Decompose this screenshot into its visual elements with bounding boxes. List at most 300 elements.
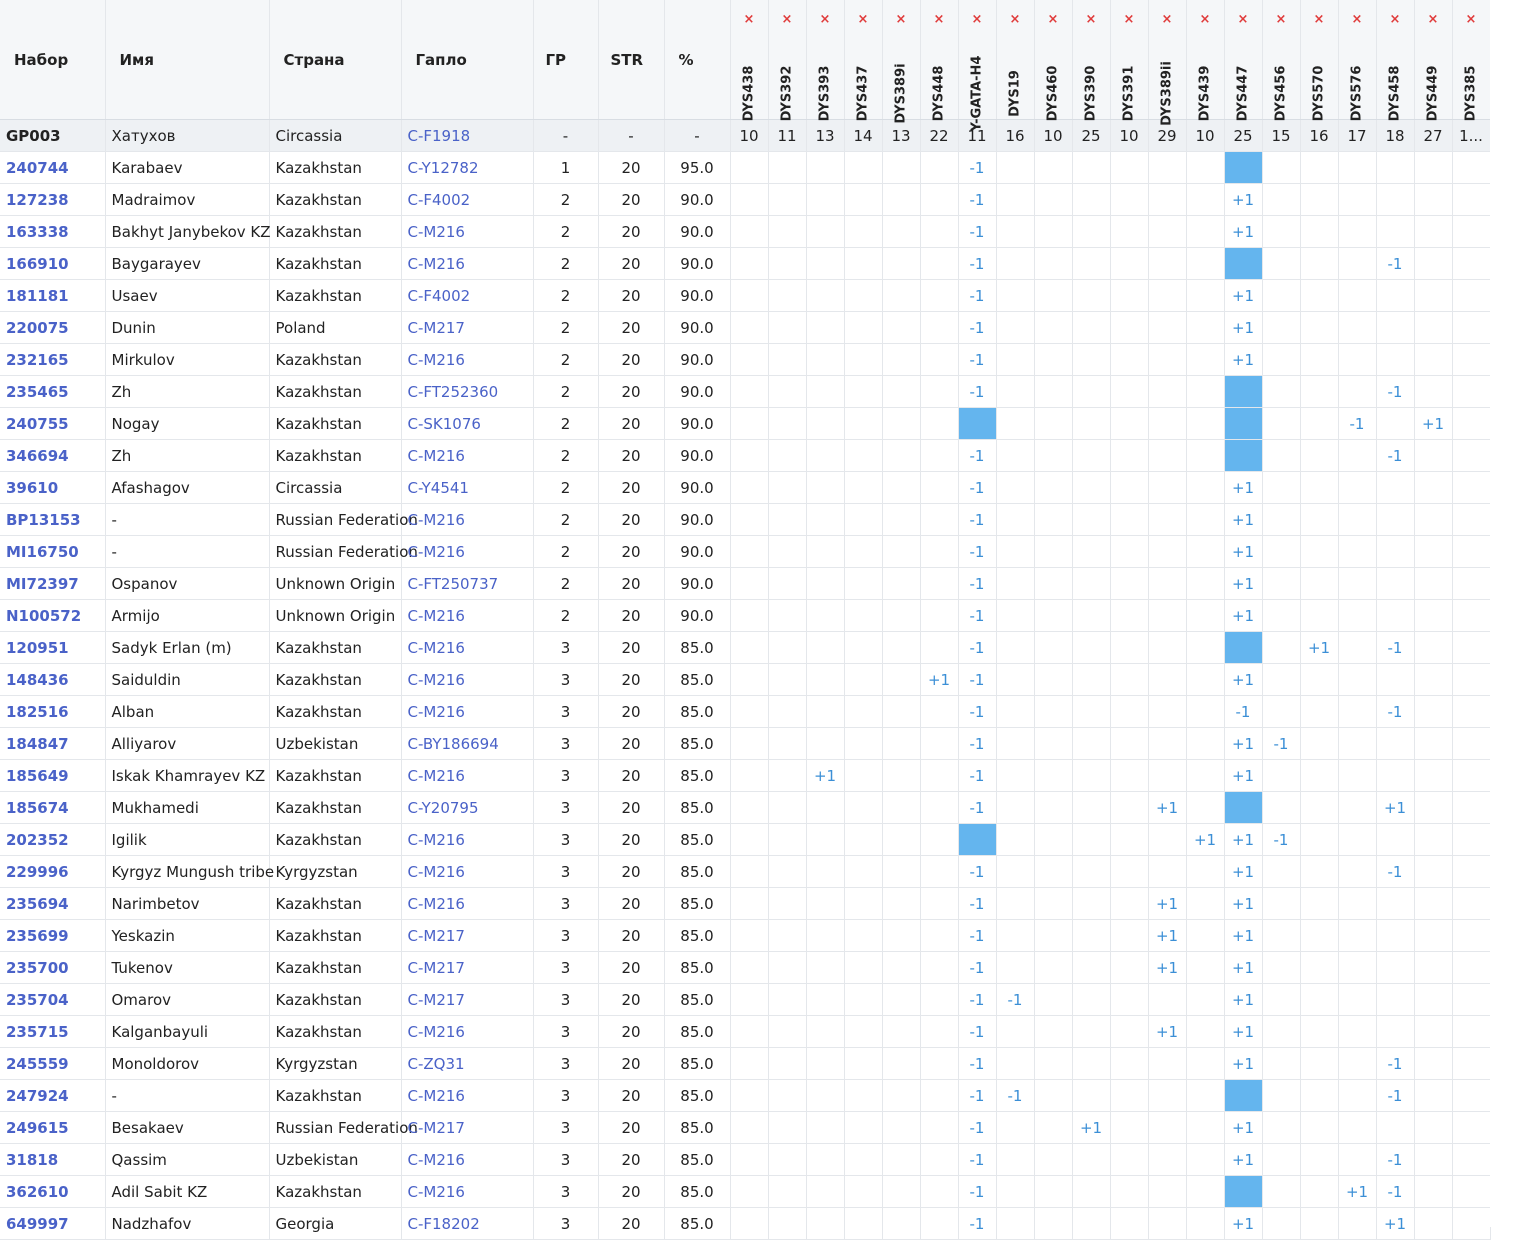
- marker-empty-cell: [1034, 536, 1072, 568]
- marker-empty-cell: [1376, 1016, 1414, 1048]
- marker-diff-cell: -1: [958, 632, 996, 664]
- percent-cell: 90.0: [664, 312, 730, 344]
- marker-empty-cell: [1262, 536, 1300, 568]
- marker-empty-cell: [844, 792, 882, 824]
- haplo-link[interactable]: C-M217: [407, 318, 465, 337]
- marker-empty-cell: [1034, 1016, 1072, 1048]
- kit-link[interactable]: 249615: [6, 1118, 69, 1137]
- marker-empty-cell: [730, 248, 768, 280]
- haplo-link[interactable]: C-FT250737: [407, 574, 499, 593]
- marker-diff-cell: -1: [1376, 1144, 1414, 1176]
- name-cell: -: [105, 1080, 269, 1112]
- table-row[interactable]: [0, 344, 1490, 376]
- gd-cell: 2: [533, 504, 598, 536]
- marker-empty-cell: [1338, 472, 1376, 504]
- marker-empty-cell: [920, 312, 958, 344]
- haplo-link[interactable]: C-M217: [407, 958, 465, 977]
- haplo-cell: [401, 568, 533, 600]
- marker-empty-cell: [1300, 920, 1338, 952]
- remove-marker-icon[interactable]: ×: [1389, 12, 1401, 27]
- kit-link[interactable]: 166910: [6, 254, 69, 273]
- table-row[interactable]: [0, 408, 1490, 440]
- remove-marker-icon[interactable]: ×: [1313, 12, 1325, 27]
- marker-empty-cell: [1338, 216, 1376, 248]
- marker-empty-cell: [1376, 408, 1414, 440]
- reference-marker-value: 10: [1186, 120, 1224, 152]
- remove-marker-icon[interactable]: ×: [1237, 12, 1249, 27]
- marker-empty-cell: [920, 632, 958, 664]
- str-cell: 20: [598, 664, 664, 696]
- haplo-link[interactable]: C-M216: [407, 670, 465, 689]
- name-cell: Nadzhafov: [105, 1208, 269, 1240]
- kit-link[interactable]: 39610: [6, 478, 59, 497]
- marker-empty-cell: [730, 376, 768, 408]
- column-header-name[interactable]: Имя: [105, 0, 269, 120]
- kit-link[interactable]: 240755: [6, 414, 69, 433]
- kit-link[interactable]: 346694: [6, 446, 69, 465]
- table-row[interactable]: [0, 1176, 1490, 1208]
- marker-empty-cell: [1186, 952, 1224, 984]
- table-row[interactable]: [0, 888, 1490, 920]
- marker-empty-cell: [1338, 248, 1376, 280]
- haplo-link[interactable]: C-M216: [407, 638, 465, 657]
- str-cell: 20: [598, 632, 664, 664]
- haplo-link[interactable]: C-M216: [407, 1150, 465, 1169]
- kit-link[interactable]: 220075: [6, 318, 69, 337]
- marker-empty-cell: [882, 344, 920, 376]
- haplo-link[interactable]: C-M216: [407, 702, 465, 721]
- kit-link[interactable]: 148436: [6, 670, 69, 689]
- str-cell: 20: [598, 504, 664, 536]
- kit-link[interactable]: 181181: [6, 286, 69, 305]
- haplo-cell: [401, 984, 533, 1016]
- haplo-link[interactable]: C-M216: [407, 1182, 465, 1201]
- marker-empty-cell: [1452, 1080, 1490, 1112]
- marker-empty-cell: [882, 408, 920, 440]
- marker-empty-cell: [1034, 888, 1072, 920]
- marker-empty-cell: [806, 728, 844, 760]
- haplo-cell: [401, 632, 533, 664]
- remove-marker-icon[interactable]: ×: [971, 12, 983, 27]
- haplo-link[interactable]: C-M216: [407, 446, 465, 465]
- marker-empty-cell: [1186, 1144, 1224, 1176]
- haplo-link[interactable]: C-Y12782: [407, 158, 479, 177]
- haplo-link[interactable]: C-M217: [407, 1118, 465, 1137]
- remove-marker-icon[interactable]: ×: [1161, 12, 1173, 27]
- marker-label: DYS438: [741, 65, 757, 122]
- marker-empty-cell: [730, 952, 768, 984]
- marker-empty-cell: [1148, 696, 1186, 728]
- kit-cell: [0, 952, 105, 984]
- column-header-kit[interactable]: Набор: [0, 0, 105, 120]
- country-cell: Uzbekistan: [269, 728, 401, 760]
- kit-link[interactable]: 245559: [6, 1054, 69, 1073]
- haplo-link[interactable]: C-Y4541: [407, 478, 469, 497]
- kit-link[interactable]: MI16750: [6, 542, 79, 561]
- table-row[interactable]: [0, 1144, 1490, 1176]
- haplo-link[interactable]: C-M216: [407, 510, 465, 529]
- haplo-link[interactable]: C-M217: [407, 926, 465, 945]
- marker-empty-cell: [1072, 248, 1110, 280]
- haplo-link[interactable]: C-M216: [407, 1086, 465, 1105]
- remove-marker-icon[interactable]: ×: [1123, 12, 1135, 27]
- remove-marker-icon[interactable]: ×: [819, 12, 831, 27]
- kit-link[interactable]: 247924: [6, 1086, 69, 1105]
- marker-empty-cell: [1034, 632, 1072, 664]
- kit-link[interactable]: 31818: [6, 1150, 59, 1169]
- table-row[interactable]: [0, 440, 1490, 472]
- marker-empty-cell: [768, 472, 806, 504]
- percent-cell: 85.0: [664, 824, 730, 856]
- table-row[interactable]: [0, 792, 1490, 824]
- table-row[interactable]: [0, 376, 1490, 408]
- table-row[interactable]: [0, 760, 1490, 792]
- table-row[interactable]: [0, 472, 1490, 504]
- haplo-link[interactable]: C-M216: [407, 254, 465, 273]
- table-row[interactable]: [0, 504, 1490, 536]
- haplo-link[interactable]: C-F18202: [407, 1214, 480, 1233]
- marker-empty-cell: [1186, 568, 1224, 600]
- country-cell: Kazakhstan: [269, 408, 401, 440]
- column-header-marker: [1452, 0, 1490, 120]
- marker-empty-cell: [996, 1144, 1034, 1176]
- marker-empty-cell: [1072, 1176, 1110, 1208]
- marker-diff-cell: -1: [958, 280, 996, 312]
- table-row[interactable]: [0, 184, 1490, 216]
- percent-cell: 90.0: [664, 600, 730, 632]
- table-row[interactable]: [0, 248, 1490, 280]
- marker-diff-cell: -1: [958, 792, 996, 824]
- haplo-link[interactable]: C-BY186694: [407, 734, 499, 753]
- kit-link[interactable]: 202352: [6, 830, 69, 849]
- kit-link[interactable]: N100572: [6, 606, 82, 625]
- marker-empty-cell: [1034, 600, 1072, 632]
- kit-link[interactable]: 229996: [6, 862, 69, 881]
- name-cell: Zh: [105, 440, 269, 472]
- kit-link[interactable]: 235465: [6, 382, 69, 401]
- marker-empty-cell: [844, 184, 882, 216]
- column-header-gd[interactable]: ГР: [533, 0, 598, 120]
- table-row[interactable]: [0, 216, 1490, 248]
- marker-empty-cell: [1452, 1176, 1490, 1208]
- kit-link[interactable]: 163338: [6, 222, 69, 241]
- marker-empty-cell: [1338, 376, 1376, 408]
- remove-marker-icon[interactable]: ×: [1085, 12, 1097, 27]
- marker-empty-cell: [768, 408, 806, 440]
- kit-link[interactable]: 235704: [6, 990, 69, 1009]
- remove-marker-icon[interactable]: ×: [933, 12, 945, 27]
- table-row[interactable]: [0, 1016, 1490, 1048]
- marker-empty-cell: [1300, 1048, 1338, 1080]
- table-row[interactable]: [0, 1112, 1490, 1144]
- marker-empty-cell: [1072, 984, 1110, 1016]
- marker-empty-cell: [920, 1080, 958, 1112]
- marker-empty-cell: [996, 600, 1034, 632]
- str-cell: 20: [598, 760, 664, 792]
- marker-empty-cell: [1072, 824, 1110, 856]
- marker-empty-cell: [844, 760, 882, 792]
- str-cell: 20: [598, 984, 664, 1016]
- marker-empty-cell: [1414, 1176, 1452, 1208]
- kit-link[interactable]: BP13153: [6, 510, 81, 529]
- marker-empty-cell: [996, 696, 1034, 728]
- remove-marker-icon[interactable]: ×: [1351, 12, 1363, 27]
- marker-empty-cell: [1110, 696, 1148, 728]
- marker-empty-cell: [882, 920, 920, 952]
- table-row[interactable]: [0, 664, 1490, 696]
- column-header-str[interactable]: STR: [598, 0, 664, 120]
- column-header-percent[interactable]: %: [664, 0, 730, 120]
- marker-diff-cell: -1: [958, 728, 996, 760]
- marker-empty-cell: [1110, 376, 1148, 408]
- marker-empty-cell: [996, 760, 1034, 792]
- column-header-country[interactable]: Страна: [269, 0, 401, 120]
- remove-marker-icon[interactable]: ×: [1009, 12, 1021, 27]
- kit-link[interactable]: 362610: [6, 1182, 69, 1201]
- marker-empty-cell: [882, 216, 920, 248]
- table-row[interactable]: [0, 1208, 1490, 1240]
- haplo-link[interactable]: C-M216: [407, 542, 465, 561]
- marker-empty-cell: [806, 216, 844, 248]
- marker-empty-cell: [1034, 152, 1072, 184]
- marker-empty-cell: [844, 408, 882, 440]
- country-cell: Kyrgyzstan: [269, 856, 401, 888]
- table-row[interactable]: [0, 824, 1490, 856]
- kit-link[interactable]: 235700: [6, 958, 69, 977]
- marker-empty-cell: [1034, 1176, 1072, 1208]
- remove-marker-icon[interactable]: ×: [743, 12, 755, 27]
- table-row[interactable]: [0, 920, 1490, 952]
- column-header-marker: [844, 0, 882, 120]
- reference-marker-value: 1...: [1452, 120, 1490, 152]
- marker-empty-cell: [1034, 184, 1072, 216]
- table-header-row: [0, 0, 1490, 120]
- haplo-link[interactable]: C-SK1076: [407, 414, 481, 433]
- table-row[interactable]: [0, 696, 1490, 728]
- kit-link[interactable]: 182516: [6, 702, 69, 721]
- kit-link[interactable]: 185649: [6, 766, 69, 785]
- marker-empty-cell: [920, 1112, 958, 1144]
- haplo-cell: [401, 1016, 533, 1048]
- haplo-link[interactable]: C-M216: [407, 606, 465, 625]
- reference-marker-value: 17: [1338, 120, 1376, 152]
- marker-label: DYS576: [1349, 65, 1365, 122]
- marker-empty-cell: [1262, 504, 1300, 536]
- marker-empty-cell: [1072, 856, 1110, 888]
- str-cell: 20: [598, 888, 664, 920]
- marker-empty-cell: [1110, 504, 1148, 536]
- haplo-link[interactable]: C-M216: [407, 894, 465, 913]
- gd-cell: 3: [533, 1176, 598, 1208]
- haplo-link[interactable]: C-M217: [407, 990, 465, 1009]
- marker-diff-cell: +1: [1376, 1208, 1414, 1240]
- country-cell: Circassia: [269, 472, 401, 504]
- haplo-link[interactable]: C-M216: [407, 830, 465, 849]
- remove-marker-icon[interactable]: ×: [781, 12, 793, 27]
- kit-link[interactable]: MI72397: [6, 574, 79, 593]
- marker-empty-cell: [920, 408, 958, 440]
- country-cell: Kazakhstan: [269, 376, 401, 408]
- marker-empty-cell: [1034, 696, 1072, 728]
- kit-link[interactable]: 649997: [6, 1214, 69, 1233]
- marker-empty-cell: [1148, 472, 1186, 504]
- table-row[interactable]: [0, 1080, 1490, 1112]
- marker-empty-cell: [1110, 152, 1148, 184]
- kit-link[interactable]: 127238: [6, 190, 69, 209]
- haplo-link[interactable]: C-M216: [407, 350, 465, 369]
- table-row[interactable]: [0, 1048, 1490, 1080]
- marker-diff-cell: +1: [1186, 824, 1224, 856]
- kit-cell: [0, 472, 105, 504]
- gd-cell: 3: [533, 952, 598, 984]
- marker-empty-cell: [806, 184, 844, 216]
- kit-cell: [0, 728, 105, 760]
- marker-empty-cell: [730, 1080, 768, 1112]
- haplo-link[interactable]: C-M216: [407, 222, 465, 241]
- name-cell: -: [105, 536, 269, 568]
- marker-empty-cell: [1110, 280, 1148, 312]
- column-header-haplo[interactable]: Гапло: [401, 0, 533, 120]
- marker-multistep-cell: [958, 408, 996, 440]
- remove-marker-icon[interactable]: ×: [1465, 12, 1477, 27]
- marker-empty-cell: [1338, 664, 1376, 696]
- marker-empty-cell: [1414, 696, 1452, 728]
- marker-empty-cell: [1452, 696, 1490, 728]
- gd-cell: 2: [533, 248, 598, 280]
- marker-empty-cell: [996, 504, 1034, 536]
- haplo-link[interactable]: C-ZQ31: [407, 1054, 465, 1073]
- marker-empty-cell: [1338, 536, 1376, 568]
- marker-empty-cell: [1300, 472, 1338, 504]
- remove-marker-icon[interactable]: ×: [1427, 12, 1439, 27]
- marker-empty-cell: [1034, 504, 1072, 536]
- percent-cell: 90.0: [664, 568, 730, 600]
- table-row[interactable]: [0, 152, 1490, 184]
- marker-empty-cell: [768, 824, 806, 856]
- haplo-cell: [401, 504, 533, 536]
- table-row[interactable]: [0, 728, 1490, 760]
- marker-empty-cell: [1338, 984, 1376, 1016]
- marker-empty-cell: [806, 1080, 844, 1112]
- kit-link[interactable]: 235694: [6, 894, 69, 913]
- marker-diff-cell: -1: [1376, 376, 1414, 408]
- remove-marker-icon[interactable]: ×: [1199, 12, 1211, 27]
- kit-link[interactable]: 232165: [6, 350, 69, 369]
- table-row[interactable]: [0, 984, 1490, 1016]
- marker-empty-cell: [1072, 472, 1110, 504]
- marker-empty-cell: [1072, 408, 1110, 440]
- table-row[interactable]: [0, 600, 1490, 632]
- country-cell: Kazakhstan: [269, 824, 401, 856]
- kit-link[interactable]: 185674: [6, 798, 69, 817]
- kit-link[interactable]: 184847: [6, 734, 69, 753]
- haplo-link[interactable]: C-FT252360: [407, 382, 499, 401]
- haplo-cell: [401, 408, 533, 440]
- percent-cell: 90.0: [664, 472, 730, 504]
- remove-marker-icon[interactable]: ×: [1275, 12, 1287, 27]
- haplo-link[interactable]: C-M216: [407, 1022, 465, 1041]
- marker-empty-cell: [1034, 216, 1072, 248]
- percent-cell: 85.0: [664, 728, 730, 760]
- marker-empty-cell: [1034, 472, 1072, 504]
- reference-haplo-link[interactable]: C-F1918: [407, 126, 471, 145]
- marker-multistep-cell: [1224, 1080, 1262, 1112]
- marker-empty-cell: [996, 440, 1034, 472]
- marker-diff-cell: +1: [1224, 1112, 1262, 1144]
- vertical-scrollbar[interactable]: [1490, 0, 1515, 1227]
- table-row[interactable]: [0, 856, 1490, 888]
- remove-marker-icon[interactable]: ×: [895, 12, 907, 27]
- name-cell: Iskak Khamrayev KZ: [105, 760, 269, 792]
- marker-empty-cell: [1148, 1176, 1186, 1208]
- table-row[interactable]: [0, 568, 1490, 600]
- kit-link[interactable]: 235699: [6, 926, 69, 945]
- reference-country: Circassia: [269, 120, 401, 152]
- table-row[interactable]: [0, 312, 1490, 344]
- marker-empty-cell: [1414, 1080, 1452, 1112]
- marker-empty-cell: [844, 952, 882, 984]
- kit-link[interactable]: 240744: [6, 158, 69, 177]
- marker-empty-cell: [806, 312, 844, 344]
- marker-empty-cell: [1034, 920, 1072, 952]
- marker-empty-cell: [806, 632, 844, 664]
- haplo-link[interactable]: C-F4002: [407, 286, 471, 305]
- percent-cell: 90.0: [664, 184, 730, 216]
- marker-empty-cell: [730, 1144, 768, 1176]
- marker-empty-cell: [768, 440, 806, 472]
- marker-empty-cell: [1300, 856, 1338, 888]
- marker-empty-cell: [882, 440, 920, 472]
- gd-cell: 3: [533, 1080, 598, 1112]
- haplo-link[interactable]: C-M216: [407, 766, 465, 785]
- marker-empty-cell: [882, 184, 920, 216]
- country-cell: Russian Federation: [269, 504, 401, 536]
- haplo-link[interactable]: C-M216: [407, 862, 465, 881]
- gd-cell: 3: [533, 696, 598, 728]
- marker-empty-cell: [1072, 568, 1110, 600]
- kit-link[interactable]: 235715: [6, 1022, 69, 1041]
- marker-empty-cell: [1148, 600, 1186, 632]
- table-row[interactable]: [0, 952, 1490, 984]
- marker-empty-cell: [768, 248, 806, 280]
- marker-empty-cell: [1186, 472, 1224, 504]
- marker-empty-cell: [920, 216, 958, 248]
- marker-empty-cell: [1110, 824, 1148, 856]
- marker-diff-cell: -1: [958, 1016, 996, 1048]
- table-row[interactable]: [0, 280, 1490, 312]
- marker-empty-cell: [1110, 952, 1148, 984]
- marker-empty-cell: [1110, 1144, 1148, 1176]
- marker-empty-cell: [1072, 760, 1110, 792]
- haplo-link[interactable]: C-Y20795: [407, 798, 479, 817]
- marker-empty-cell: [920, 792, 958, 824]
- marker-empty-cell: [730, 504, 768, 536]
- table-row[interactable]: [0, 632, 1490, 664]
- marker-diff-cell: -1: [958, 888, 996, 920]
- remove-marker-icon[interactable]: ×: [857, 12, 869, 27]
- marker-empty-cell: [1110, 1112, 1148, 1144]
- marker-diff-cell: -1: [1262, 824, 1300, 856]
- remove-marker-icon[interactable]: ×: [1047, 12, 1059, 27]
- marker-empty-cell: [996, 920, 1034, 952]
- marker-multistep-cell: [958, 824, 996, 856]
- marker-empty-cell: [920, 472, 958, 504]
- table-row[interactable]: [0, 536, 1490, 568]
- gd-cell: 3: [533, 824, 598, 856]
- haplo-link[interactable]: C-F4002: [407, 190, 471, 209]
- kit-link[interactable]: 120951: [6, 638, 69, 657]
- marker-empty-cell: [1414, 344, 1452, 376]
